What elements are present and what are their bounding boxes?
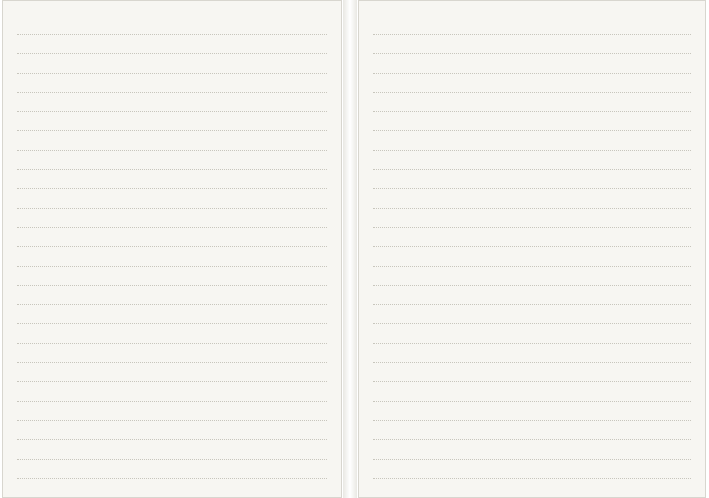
right-line: [373, 231, 691, 247]
right-line: [373, 405, 691, 421]
right-line: [373, 328, 691, 344]
right-line: [373, 154, 691, 170]
right-line: [373, 424, 691, 440]
right-line: [373, 347, 691, 363]
left-line: [17, 251, 327, 267]
left-line: [17, 77, 327, 93]
right-line: [373, 77, 691, 93]
left-line: [17, 135, 327, 151]
right-line: [373, 289, 691, 305]
left-line: [17, 366, 327, 382]
left-line: [17, 173, 327, 189]
book-gutter: [343, 0, 357, 498]
left-line: [17, 154, 327, 170]
right-line: [373, 58, 691, 74]
left-line: [17, 58, 327, 74]
left-manuscript-page: [2, 0, 342, 498]
right-manuscript-page: [358, 0, 706, 498]
left-line: [17, 289, 327, 305]
left-line: [17, 347, 327, 363]
left-line: [17, 212, 327, 228]
left-line: [17, 96, 327, 112]
right-line: [373, 444, 691, 460]
right-line: [373, 308, 691, 324]
right-line: [373, 212, 691, 228]
right-line: [373, 386, 691, 402]
left-line: [17, 405, 327, 421]
right-line: [373, 38, 691, 54]
right-line: [373, 19, 691, 35]
right-line: [373, 251, 691, 267]
left-line: [17, 38, 327, 54]
left-line: [17, 386, 327, 402]
right-line: [373, 115, 691, 131]
left-line: [17, 444, 327, 460]
right-line: [373, 96, 691, 112]
right-line: [373, 366, 691, 382]
right-page-text-lines: [373, 19, 691, 479]
right-line: [373, 463, 691, 479]
left-line: [17, 193, 327, 209]
left-line: [17, 424, 327, 440]
left-page-text-lines: [17, 19, 327, 479]
left-line: [17, 463, 327, 479]
left-line: [17, 19, 327, 35]
right-line: [373, 193, 691, 209]
left-line: [17, 115, 327, 131]
left-line: [17, 231, 327, 247]
left-line: [17, 328, 327, 344]
right-line: [373, 135, 691, 151]
left-line: [17, 308, 327, 324]
right-line: [373, 270, 691, 286]
right-line: [373, 173, 691, 189]
left-line: [17, 270, 327, 286]
